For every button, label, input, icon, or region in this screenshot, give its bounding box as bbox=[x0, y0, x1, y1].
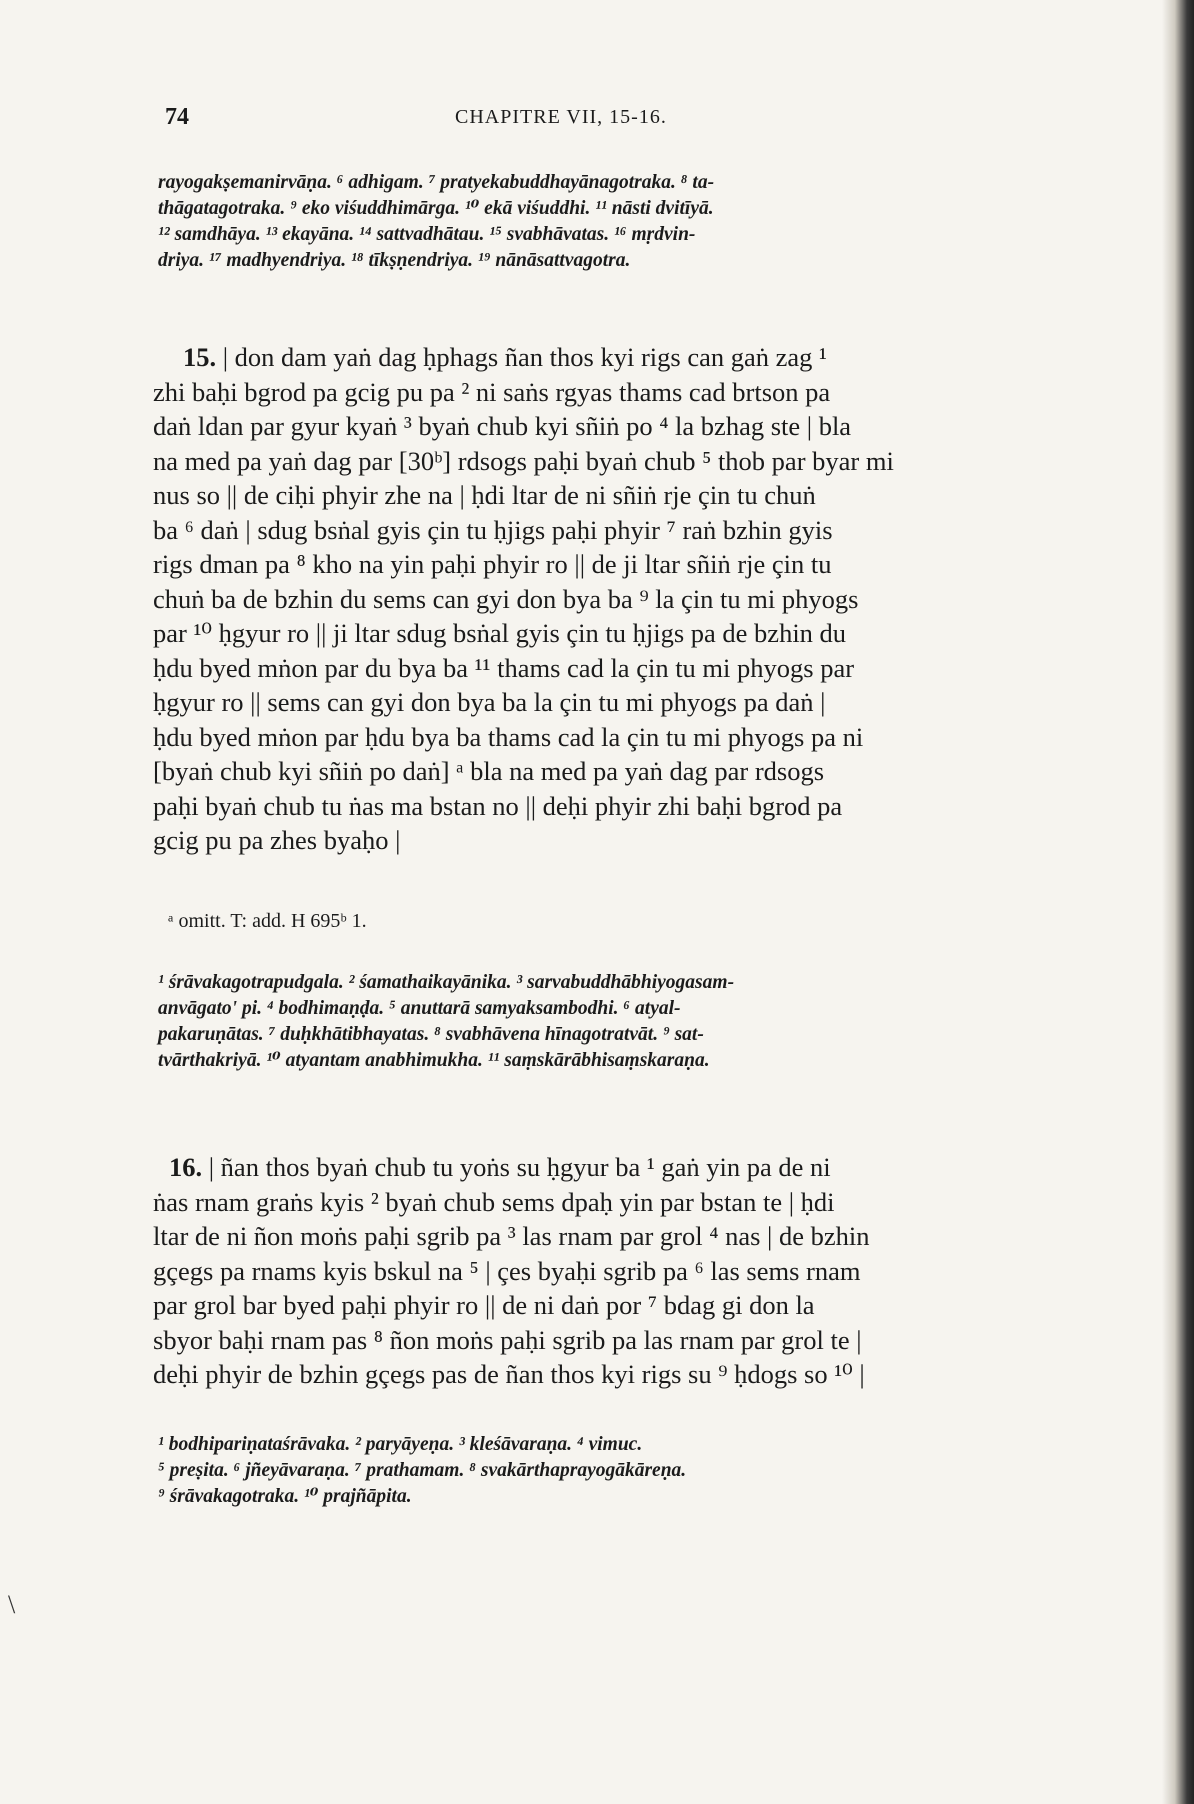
footnote-line: anvāgato' pi. ⁴ bodhimaṇḍa. ⁵ anuttarā samyaksambodhi. ⁶ atyal- bbox=[158, 998, 681, 1019]
footnote-line: ¹² samdhāya. ¹³ ekayāna. ¹⁴ sattvadhātau. ¹⁵ svabhāvatas. ¹⁶ mṛdvin- bbox=[158, 224, 696, 245]
running-head: CHAPITRE VII, 15-16. bbox=[455, 106, 667, 128]
footnote-line: rayogakṣemanirvāṇa. ⁶ adhigam. ⁷ pratyekabuddhayānagotraka. ⁸ ta- bbox=[158, 172, 715, 193]
text-line: ḥdu byed mṅon par du bya ba ¹¹ thams cad la çin tu mi phyogs par bbox=[153, 652, 855, 683]
text-line: ḥdu byed mṅon par ḥdu bya ba thams cad la çin tu mi phyogs pa ni bbox=[153, 721, 864, 752]
footnote-line: ⁹ śrāvakagotraka. ¹⁰ prajñāpita. bbox=[158, 1486, 412, 1507]
text-line: | don dam yaṅ dag ḥphags ñan thos kyi rigs can gaṅ zag ¹ bbox=[216, 342, 827, 372]
text-line: gçegs pa rnams kyis bskul na ⁵ | çes byaḥi sgrib pa ⁶ las sems rnam bbox=[153, 1255, 861, 1286]
text-line: rigs dman pa ⁸ kho na yin paḥi phyir ro || de ji ltar sñiṅ rje çin tu bbox=[153, 549, 832, 579]
page-number: 74 bbox=[165, 104, 189, 130]
text-line: ṅas rnam graṅs kyis ² byaṅ chub sems dpaḥ yin par bstan te | ḥdi bbox=[153, 1186, 835, 1217]
text-line: chuṅ ba de bzhin du sems can gyi don bya ba ⁹ la çin tu mi phyogs bbox=[153, 583, 859, 614]
text-line: | ñan thos byaṅ chub tu yoṅs su ḥgyur ba ¹ gaṅ yin pa de ni bbox=[202, 1152, 831, 1182]
footnote-line: tvārthakriyā. ¹⁰ atyantam anabhimukha. ¹¹ saṃskārābhisaṃskaraṇa. bbox=[158, 1050, 710, 1071]
text-line: ba ⁶ daṅ | sdug bsṅal gyis çin tu ḥjigs paḥi phyir ⁷ raṅ bzhin gyis bbox=[153, 514, 833, 545]
text-line: deḥi phyir de bzhin gçegs pas de ñan thos kyi rigs su ⁹ ḥdogs so ¹⁰ | bbox=[153, 1359, 865, 1389]
text-line: zhi baḥi bgrod pa gcig pu pa ² ni saṅs rgyas thams cad brtson pa bbox=[153, 376, 831, 407]
paragraph-first-line bbox=[153, 1150, 1035, 1185]
text-line: gcig pu pa zhes byaḥo | bbox=[153, 825, 401, 855]
footnotes-top bbox=[158, 170, 1038, 274]
footnote-line: ⁵ preṣita. ⁶ jñeyāvaraṇa. ⁷ prathamam. ⁸ svakārthaprayogākāreṇa. bbox=[158, 1460, 687, 1481]
text-line: [byaṅ chub kyi sñiṅ po daṅ] ᵃ bla na med pa yaṅ dag par rdsogs bbox=[153, 756, 825, 786]
text-line: paḥi byaṅ chub tu ṅas ma bstan no || deḥi phyir zhi baḥi bgrod pa bbox=[153, 790, 843, 821]
section-number: 16. bbox=[169, 1152, 203, 1182]
paragraph-first-line bbox=[153, 340, 1035, 375]
footnote-line: ¹ bodhipariṇataśrāvaka. ² paryāyeṇa. ³ kleśāvaraṇa. ⁴ vimuc. bbox=[158, 1434, 643, 1455]
section-number: 15. bbox=[183, 342, 217, 372]
text-line: ltar de ni ñon moṅs paḥi sgrib pa ³ las rnam par grol ⁴ nas | de bzhin bbox=[153, 1221, 870, 1251]
scan-binding-edge bbox=[1162, 0, 1194, 1804]
footnote-line: ¹ śrāvakagotrapudgala. ² śamathaikayānika. ³ sarvabuddhābhiyogasam- bbox=[158, 972, 735, 993]
text-line: par ¹⁰ ḥgyur ro || ji ltar sdug bsṅal gyis çin tu ḥjigs pa de bzhin du bbox=[153, 618, 847, 648]
editorial-note: ᵃ omitt. T: add. H 695ᵇ 1. bbox=[168, 910, 367, 932]
text-line: sbyor baḥi rnam pas ⁸ ñon moṅs paḥi sgrib pa las rnam par grol te | bbox=[153, 1324, 862, 1355]
footnotes-15 bbox=[158, 970, 1038, 1074]
section-15 bbox=[153, 340, 1035, 858]
footnote-line: driya. ¹⁷ madhyendriya. ¹⁸ tīkṣṇendriya. ¹⁹ nānāsattvagotra. bbox=[158, 250, 631, 271]
text-line: ḥgyur ro || sems can gyi don bya ba la çin tu mi phyogs pa daṅ | bbox=[153, 687, 826, 717]
footnotes-16 bbox=[158, 1432, 1038, 1510]
text-line: par grol bar byed paḥi phyir ro || de ni daṅ por ⁷ bdag gi don la bbox=[153, 1290, 815, 1320]
scan-artifact-mark: \ bbox=[8, 1590, 16, 1619]
text-line: daṅ ldan par gyur kyaṅ ³ byaṅ chub kyi sñiṅ po ⁴ la bzhag ste | bla bbox=[153, 411, 852, 441]
text-line: nus so || de ciḥi phyir zhe na | ḥdi ltar de ni sñiṅ rje çin tu chuṅ bbox=[153, 480, 816, 510]
footnote-line: thāgatagotraka. ⁹ eko viśuddhimārga. ¹⁰ ekā viśuddhi. ¹¹ nāsti dvitīyā. bbox=[158, 198, 714, 219]
page-header bbox=[165, 104, 1025, 134]
section-16 bbox=[153, 1150, 1035, 1392]
text-line: na med pa yaṅ dag par [30ᵇ] rdsogs paḥi byaṅ chub ⁵ thob par byar mi bbox=[153, 445, 894, 476]
footnote-line: pakaruṇātas. ⁷ duḥkhātibhayatas. ⁸ svabhāvena hīnagotratvāt. ⁹ sat- bbox=[158, 1024, 704, 1045]
